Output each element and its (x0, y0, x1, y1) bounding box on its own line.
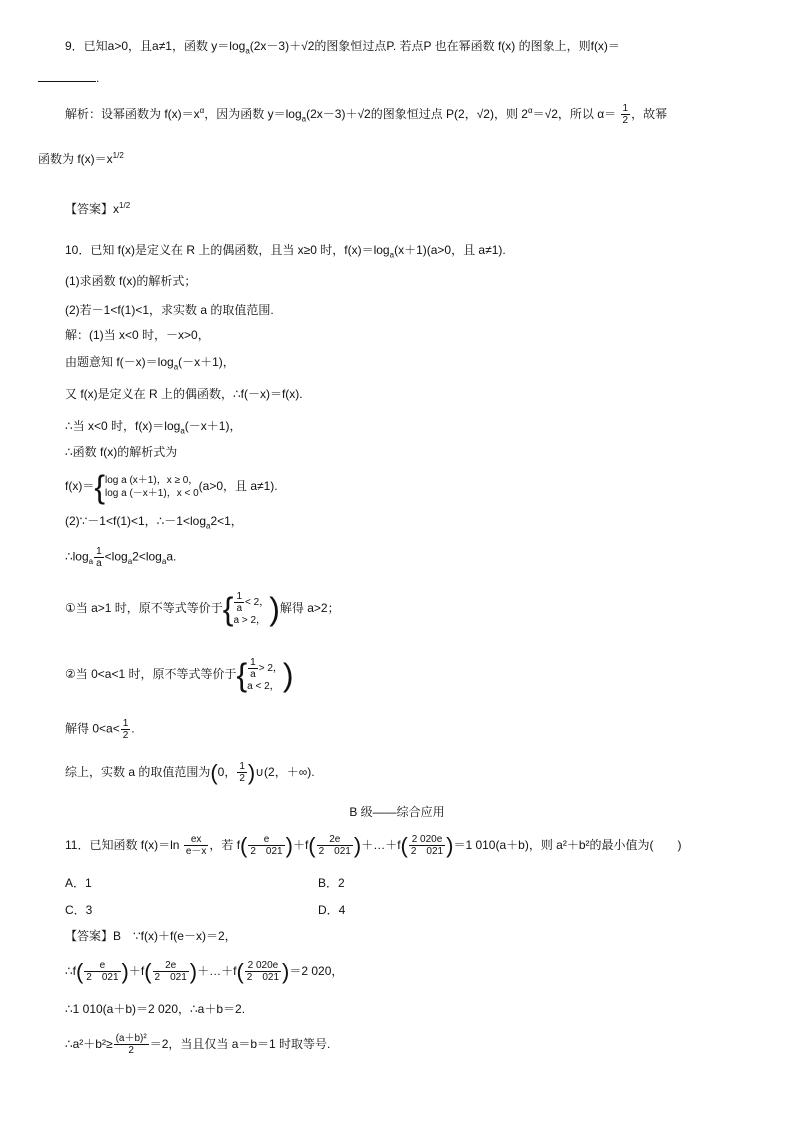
q10-sol-line8: 解得 0<a< $\frac{1}{2}$ . (65, 718, 135, 741)
option-a[interactable]: A．1 (65, 876, 92, 890)
q10-case2: ②当 0<a<1 时，原不等式等价于{ $\frac{1}{a}$ > 2， a < 2， ) (65, 656, 294, 693)
q11-stem: 11．已知函数 f(x)＝ln $\frac{ex}{e-x}$ ，若 f( $\frac{e}{2 021}$ )＋f( $\frac{2e}{2 021}$ )＋…＋f( $\frac{2 020e}{2 021}$ )＝1 010(a＋b)，则 a²＋b²的最小值为( ) (65, 832, 682, 858)
q10-sol-line2: 由题意知 $f(-x)=\log_a(-x+1)$， (65, 355, 235, 372)
fraction: $\frac{1}{2}$ (622, 103, 629, 127)
option-b[interactable]: B．2 (318, 876, 345, 890)
q10-piecewise: f(x)＝{ log a (x＋1)，x ≥ 0， log a (－x＋1)，x < 0 (a>0，且 a≠1). (65, 468, 278, 505)
q11-sol-line3: ∴1 010(a＋b)＝2 020，∴a＋b＝2. (65, 1002, 246, 1016)
q10-sol-line4: ∴当 x<0 时，$f(x)=\log_a(-x+1)$， (65, 419, 242, 436)
piecewise-cases: log a (x＋1)，x ≥ 0， log a (－x＋1)，x < 0 (105, 474, 199, 499)
q9-blank-line: . (38, 70, 99, 86)
q11-sol-line2: ∴f( $\frac{e}{2 021}$ )＋f( $\frac{2e}{2 021}$ )＋…＋f( $\frac{2 020e}{2 021}$ )＝2 020， (65, 958, 344, 984)
q10-sol-line7: $\therefore\log_a$ $\frac{1}{a}$ $<\log_a2<\log_aa$. (65, 546, 177, 569)
q11-answer: 【答案】B ∵f(x)＋f(e－x)＝2， (65, 929, 237, 943)
fraction: $\frac{1}{2}$ (239, 761, 245, 785)
option-d[interactable]: D．4 (318, 903, 346, 917)
brace: { (236, 656, 248, 693)
inequality-system: $\frac{1}{a}$ < 2， a > 2， (233, 590, 270, 626)
q9-solution-line1: 解析：设幂函数为 $f(x)=x^\alpha$，因为函数 $y=\log_a(2x-3)+√2$的图象恒过点 P(2，√2)，则 $2^\alpha=√2$，所以 α＝ $\frac{1}{2}$ ，故幂 (65, 103, 668, 127)
fraction: $\frac{1}{2}$ (122, 718, 129, 741)
q10-sol-line6: (2)∵－1<f(1)<1，$\therefore-1<\log_a2<1$， (65, 514, 243, 531)
q9-stem: 9．已知a>0，且a≠1，函数 $y=\log_a(2x-3)+√2$的图象恒过点P. 若点P 也在幂函数 f(x) 的图象上，则f(x)＝ (65, 39, 620, 56)
q10-case1: ①当 a>1 时，原不等式等价于{ $\frac{1}{a}$ < 2， a > 2， )解得 a>2； (65, 590, 340, 627)
section-title: B 级——综合应用 (349, 805, 445, 819)
q10-part2: (2)若－1<f(1)<1，求实数 a 的取值范围. (65, 303, 274, 317)
fraction: $\frac{\text{(a＋b)²}}{2}$ (115, 1033, 147, 1057)
q9-solution-line2: 函数为 $f(x)=x^{1/2}$ (38, 151, 124, 166)
brace: { (94, 468, 106, 505)
q10-stem: 10．已知 f(x)是定义在 R 上的偶函数，且当 x≥0 时，$f(x)=\log_a(x+1)(a>0$，且 a≠1). (65, 243, 506, 260)
answer-blank (38, 71, 96, 82)
q10-sol-line5: ∴函数 f(x)的解析式为 (65, 445, 178, 459)
brace: { (222, 590, 234, 627)
q11-sol-line4: ∴a²＋b²≥ $\frac{\text{(a＋b)²}}{2}$ ＝2，当且仅当 a＝b＝1 时取等号. (65, 1033, 331, 1057)
q9-answer: 【答案】$x^{1/2}$ (65, 201, 131, 216)
fraction: $\frac{ex}{e-x}$ (185, 834, 207, 858)
q10-conclusion: 综上，实数 a 的取值范围为(0， $\frac{1}{2}$ )∪(2，＋∞). (65, 759, 315, 785)
option-c[interactable]: C．3 (65, 903, 93, 917)
q10-sol-line1: 解：(1)当 x<0 时，－x>0， (65, 328, 210, 342)
q10-part1: (1)求函数 f(x)的解析式； (65, 274, 197, 288)
q10-sol-line3: 又 f(x)是定义在 R 上的偶函数，∴f(－x)＝f(x). (65, 387, 303, 401)
fraction: $\frac{1}{a}$ (96, 546, 102, 569)
inequality-system: $\frac{1}{a}$ > 2， a < 2， (247, 656, 283, 692)
